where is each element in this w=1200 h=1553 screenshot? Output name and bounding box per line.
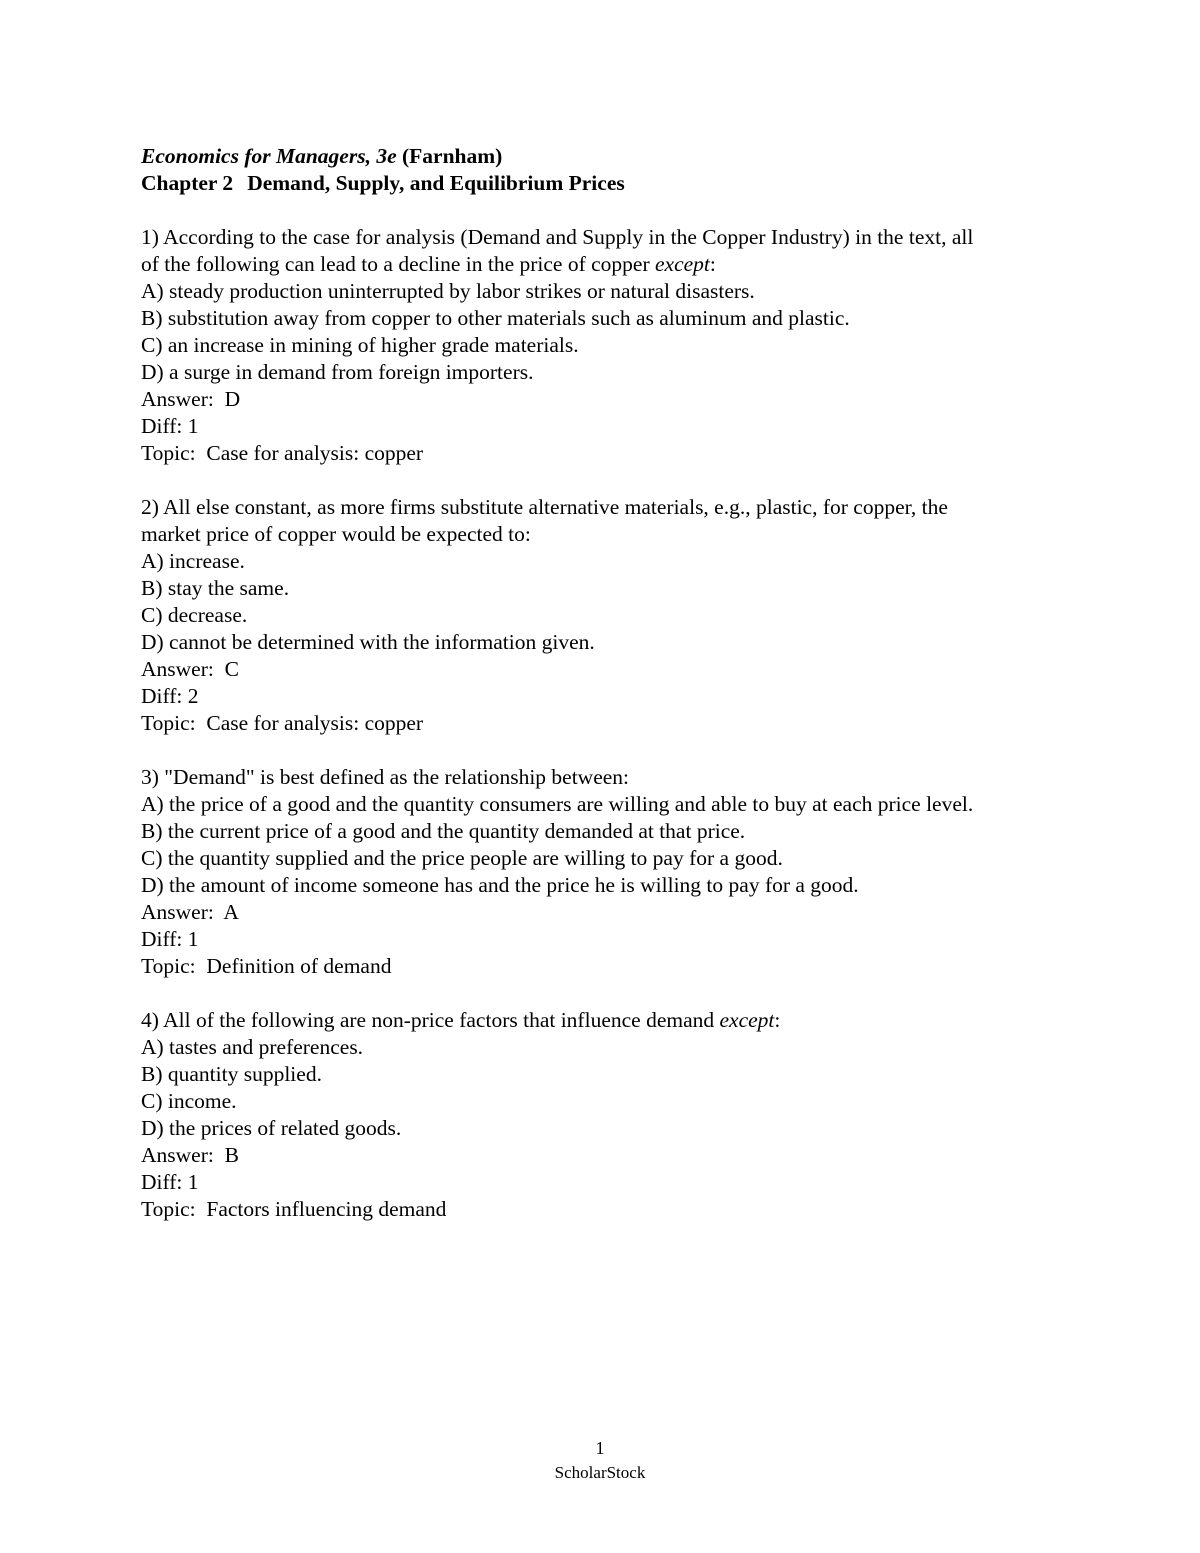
stem-text: 4) All of the following are non-price factors that influence demand bbox=[141, 1008, 720, 1032]
stem-text: of the following can lead to a decline in the price of copper bbox=[141, 252, 656, 276]
stem-punctuation: : bbox=[774, 1008, 781, 1032]
question-stem bbox=[141, 1007, 1081, 1034]
chapter-name: Demand, Supply, and Equilibrium Prices bbox=[247, 171, 625, 195]
question-2 bbox=[141, 494, 1081, 737]
option-c: C) an increase in mining of higher grade materials. bbox=[141, 333, 579, 357]
answer-line: Answer: D bbox=[141, 387, 241, 411]
option-d: D) the amount of income someone has and the price he is willing to pay for a good. bbox=[141, 873, 859, 897]
stem-emphasis: except bbox=[719, 1008, 775, 1032]
watermark-text: ScholarStock bbox=[554, 1463, 646, 1482]
question-stem: 2) All else constant, as more firms substitute alternative materials, e.g., plastic, for copper, the bbox=[141, 495, 948, 519]
option-c: C) the quantity supplied and the price people are willing to pay for a good. bbox=[141, 846, 783, 870]
book-title-author: (Farnham) bbox=[396, 144, 503, 168]
question-1 bbox=[141, 224, 1081, 467]
book-title-italic: Economics for Managers, 3e bbox=[141, 144, 397, 168]
option-a: A) increase. bbox=[141, 549, 245, 573]
page-number: 1 bbox=[595, 1438, 605, 1458]
option-d: D) a surge in demand from foreign importers. bbox=[141, 360, 534, 384]
difficulty-line: Diff: 2 bbox=[141, 684, 199, 708]
question-stem-continued: market price of copper would be expected to: bbox=[141, 522, 531, 546]
answer-line: Answer: B bbox=[141, 1143, 239, 1167]
option-a: A) the price of a good and the quantity consumers are willing and able to buy at each price level. bbox=[141, 792, 974, 816]
page-content bbox=[141, 143, 1081, 1223]
topic-line: Topic: Case for analysis: copper bbox=[141, 441, 424, 465]
chapter-label: Chapter 2 bbox=[141, 171, 234, 195]
answer-line: Answer: A bbox=[141, 900, 239, 924]
topic-line: Topic: Factors influencing demand bbox=[141, 1197, 447, 1221]
question-3 bbox=[141, 764, 1081, 980]
question-stem: 1) According to the case for analysis (Demand and Supply in the Copper Industry) in the text, all bbox=[141, 225, 974, 249]
difficulty-line: Diff: 1 bbox=[141, 1170, 199, 1194]
option-b: B) substitution away from copper to other materials such as aluminum and plastic. bbox=[141, 306, 850, 330]
option-d: D) cannot be determined with the information given. bbox=[141, 630, 595, 654]
option-d: D) the prices of related goods. bbox=[141, 1116, 402, 1140]
option-c: C) income. bbox=[141, 1089, 237, 1113]
option-a: A) steady production uninterrupted by labor strikes or natural disasters. bbox=[141, 279, 755, 303]
option-b: B) the current price of a good and the quantity demanded at that price. bbox=[141, 819, 746, 843]
stem-punctuation: : bbox=[709, 252, 716, 276]
question-stem-continued bbox=[141, 251, 1081, 278]
question-4 bbox=[141, 1007, 1081, 1223]
option-c: C) decrease. bbox=[141, 603, 248, 627]
difficulty-line: Diff: 1 bbox=[141, 927, 199, 951]
difficulty-line: Diff: 1 bbox=[141, 414, 199, 438]
option-a: A) tastes and preferences. bbox=[141, 1035, 364, 1059]
option-b: B) stay the same. bbox=[141, 576, 290, 600]
answer-line: Answer: C bbox=[141, 657, 239, 681]
option-b: B) quantity supplied. bbox=[141, 1062, 322, 1086]
book-title bbox=[141, 143, 1081, 170]
topic-line: Topic: Case for analysis: copper bbox=[141, 711, 424, 735]
chapter-title bbox=[141, 170, 1081, 197]
stem-emphasis: except bbox=[655, 252, 710, 276]
question-stem: 3) "Demand" is best defined as the relationship between: bbox=[141, 765, 630, 789]
topic-line: Topic: Definition of demand bbox=[141, 954, 392, 978]
